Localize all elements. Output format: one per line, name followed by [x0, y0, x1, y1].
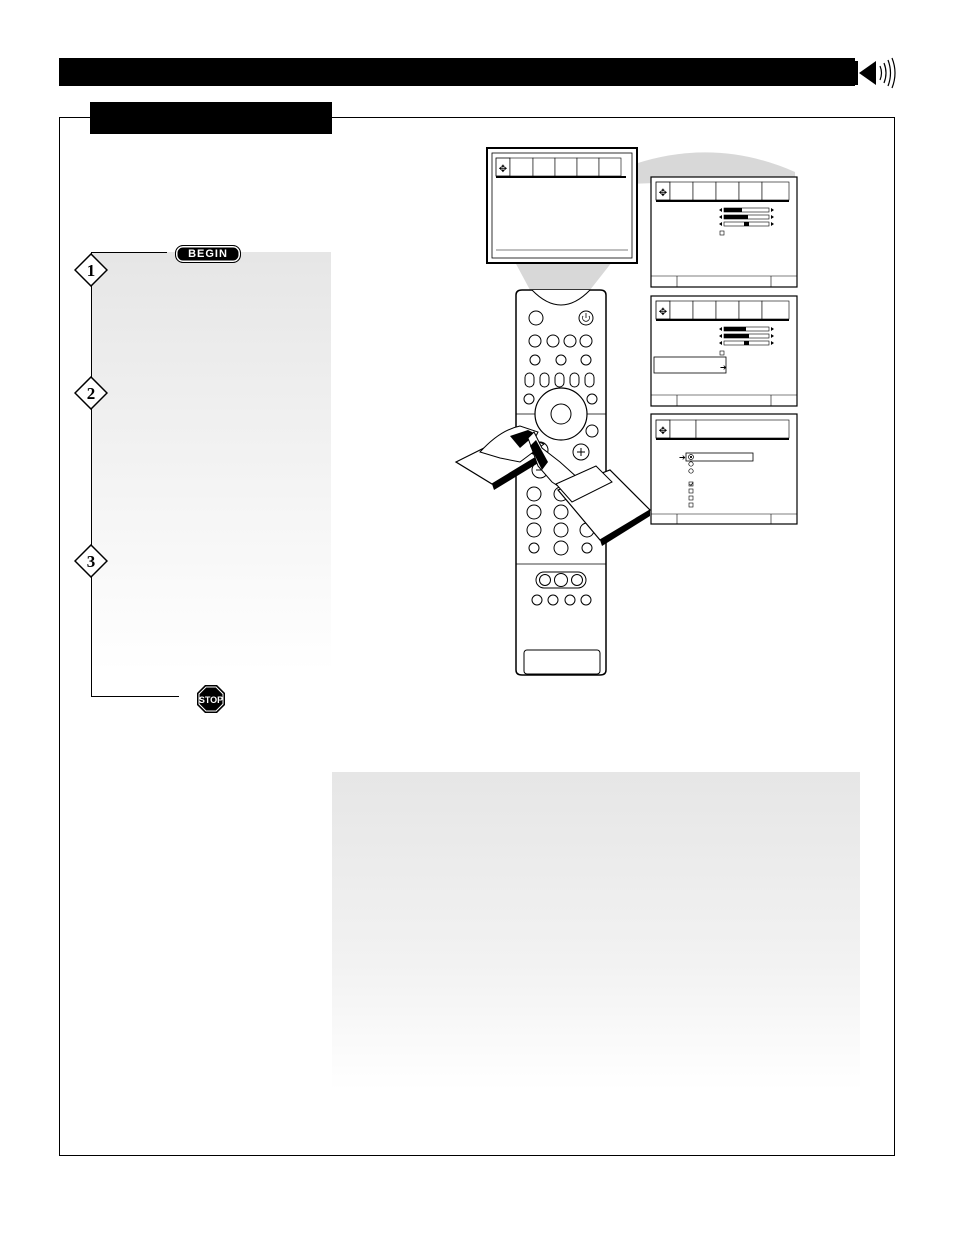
step-1-marker — [74, 253, 108, 287]
stop-label: STOP — [198, 695, 224, 705]
step-1-number: 1 — [86, 261, 96, 280]
step-3-number: 3 — [86, 552, 96, 571]
svg-text:✥: ✥ — [658, 188, 668, 199]
step-2-marker — [74, 376, 108, 410]
steps-connector-line — [91, 252, 92, 696]
menu-screen-3 — [651, 414, 797, 524]
speaker-sound-icon — [854, 57, 900, 91]
header-title-bar — [59, 58, 855, 86]
step-3-marker — [74, 544, 108, 578]
tv-screen-main — [487, 148, 637, 263]
steps-panel — [91, 252, 331, 672]
tips-panel — [332, 772, 860, 1090]
menu-screen-2 — [651, 296, 797, 406]
section-title-tab — [90, 102, 332, 134]
svg-text:➔: ➔ — [679, 453, 686, 462]
steps-bottom-line — [91, 696, 179, 697]
step-2-number: 2 — [86, 384, 96, 403]
screen-beam — [515, 262, 612, 290]
svg-text:✥: ✥ — [658, 307, 668, 318]
svg-text:✥: ✥ — [658, 426, 668, 437]
stop-sign-icon — [196, 684, 226, 714]
menu-screen-1 — [651, 177, 797, 287]
begin-badge: BEGIN — [175, 245, 241, 263]
remote-and-menus-illustration — [430, 140, 810, 680]
svg-text:✥: ✥ — [498, 164, 508, 175]
svg-text:➔: ➔ — [720, 363, 727, 372]
